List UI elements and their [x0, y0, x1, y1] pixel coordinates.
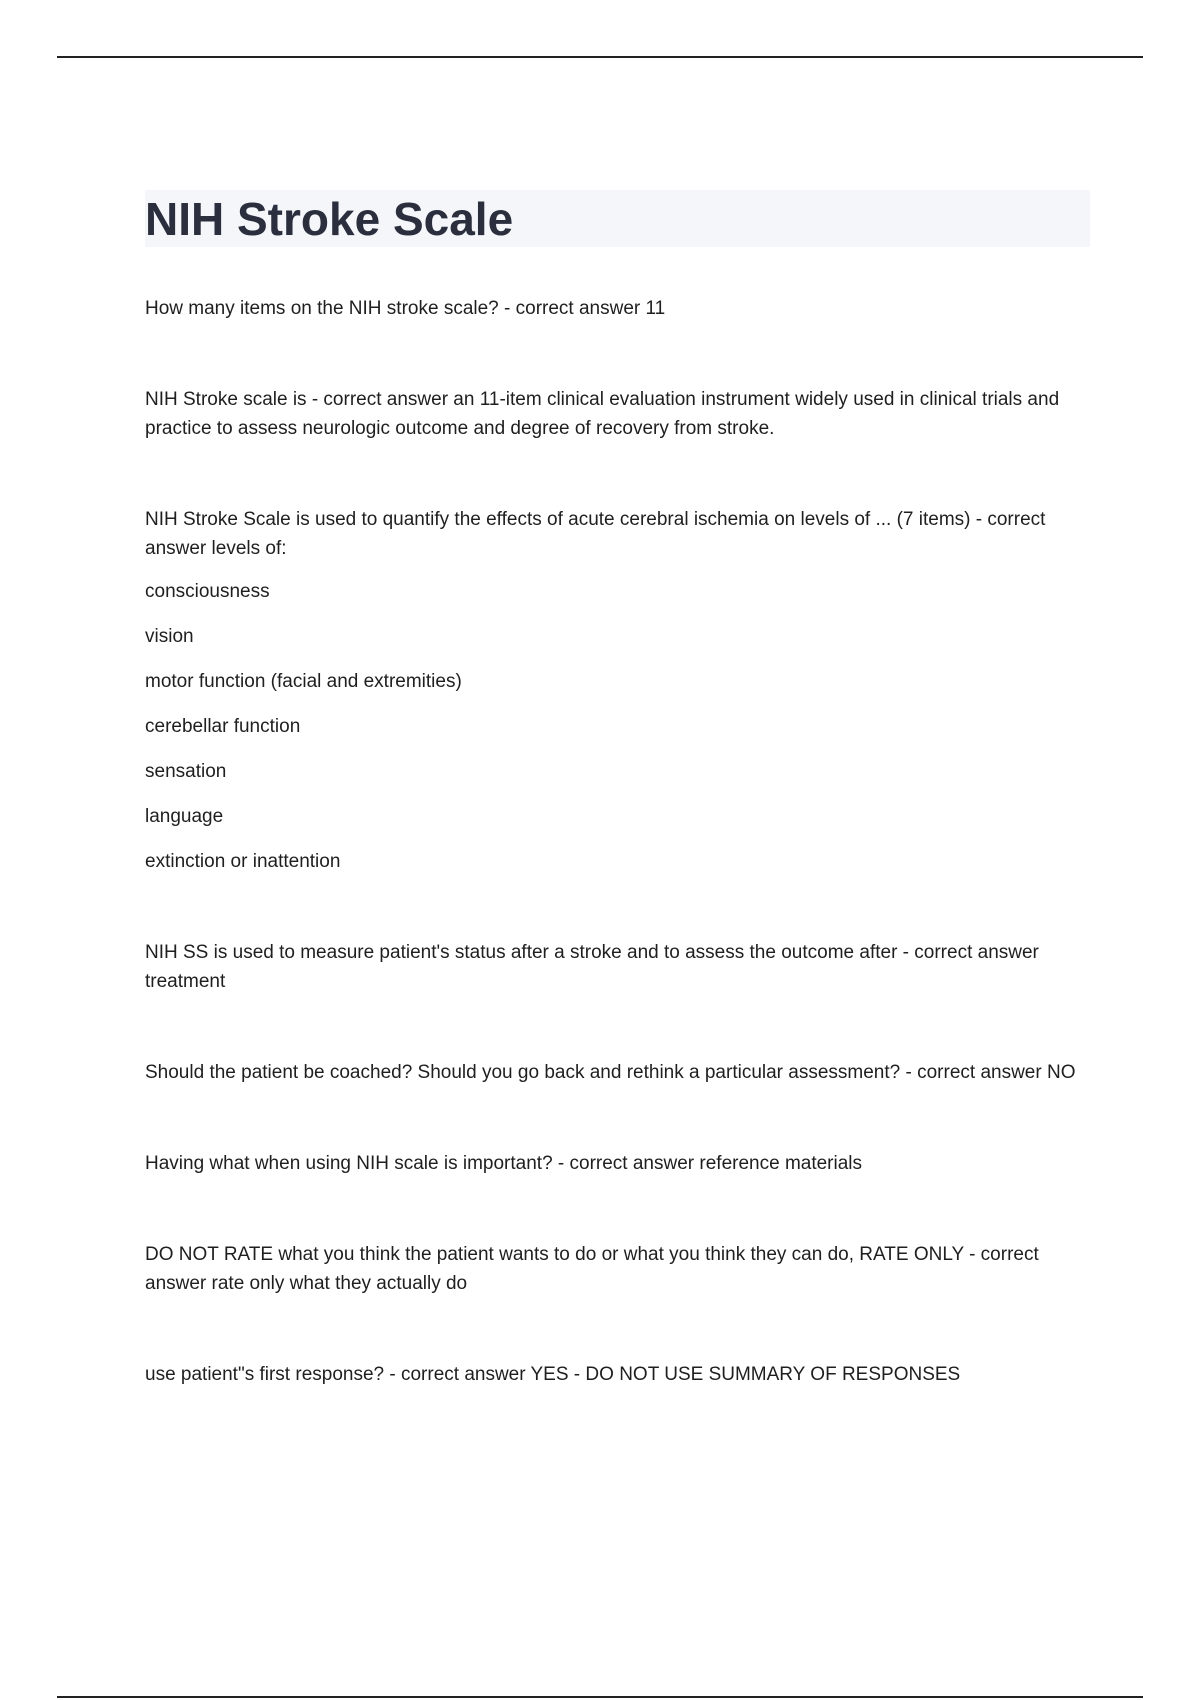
answer-list: [145, 577, 1090, 876]
qa-item: How many items on the NIH stroke scale? - correct answer 11: [145, 298, 666, 319]
qa-item-text: NIH Stroke Scale is used to quantify the effects of acute cerebral ischemia on levels of ... (7 items) - correct answer levels of:: [145, 509, 1046, 559]
qa-item: NIH Stroke scale is - correct answer an 11-item clinical evaluation instrument widely used in clinical trials and practice to assess neurologic outcome and degree of recovery from stroke.: [145, 389, 1060, 439]
qa-item: [145, 505, 1090, 876]
list-item: vision: [145, 626, 194, 647]
bottom-divider: [57, 1696, 1143, 1698]
page-title: NIH Stroke Scale: [145, 192, 514, 245]
list-item: consciousness: [145, 581, 270, 602]
document-body: [145, 190, 1090, 1389]
list-item: extinction or inattention: [145, 851, 341, 872]
list-item: language: [145, 806, 224, 827]
title-banner: [145, 190, 1090, 247]
list-item: cerebellar function: [145, 716, 301, 737]
qa-item: NIH SS is used to measure patient's status after a stroke and to assess the outcome after - correct answer treatment: [145, 942, 1039, 992]
qa-item: DO NOT RATE what you think the patient wants to do or what you think they can do, RATE ONLY - correct answer rate only what they actually do: [145, 1244, 1039, 1294]
list-item: motor function (facial and extremities): [145, 671, 462, 692]
qa-item: Should the patient be coached? Should you go back and rethink a particular assessment? - correct answer NO: [145, 1062, 1076, 1083]
list-item: sensation: [145, 761, 227, 782]
top-divider: [57, 56, 1143, 58]
qa-item: use patient"s first response? - correct answer YES - DO NOT USE SUMMARY OF RESPONSES: [145, 1364, 961, 1385]
qa-list: [145, 294, 1090, 1389]
qa-item: Having what when using NIH scale is important? - correct answer reference materials: [145, 1153, 863, 1174]
